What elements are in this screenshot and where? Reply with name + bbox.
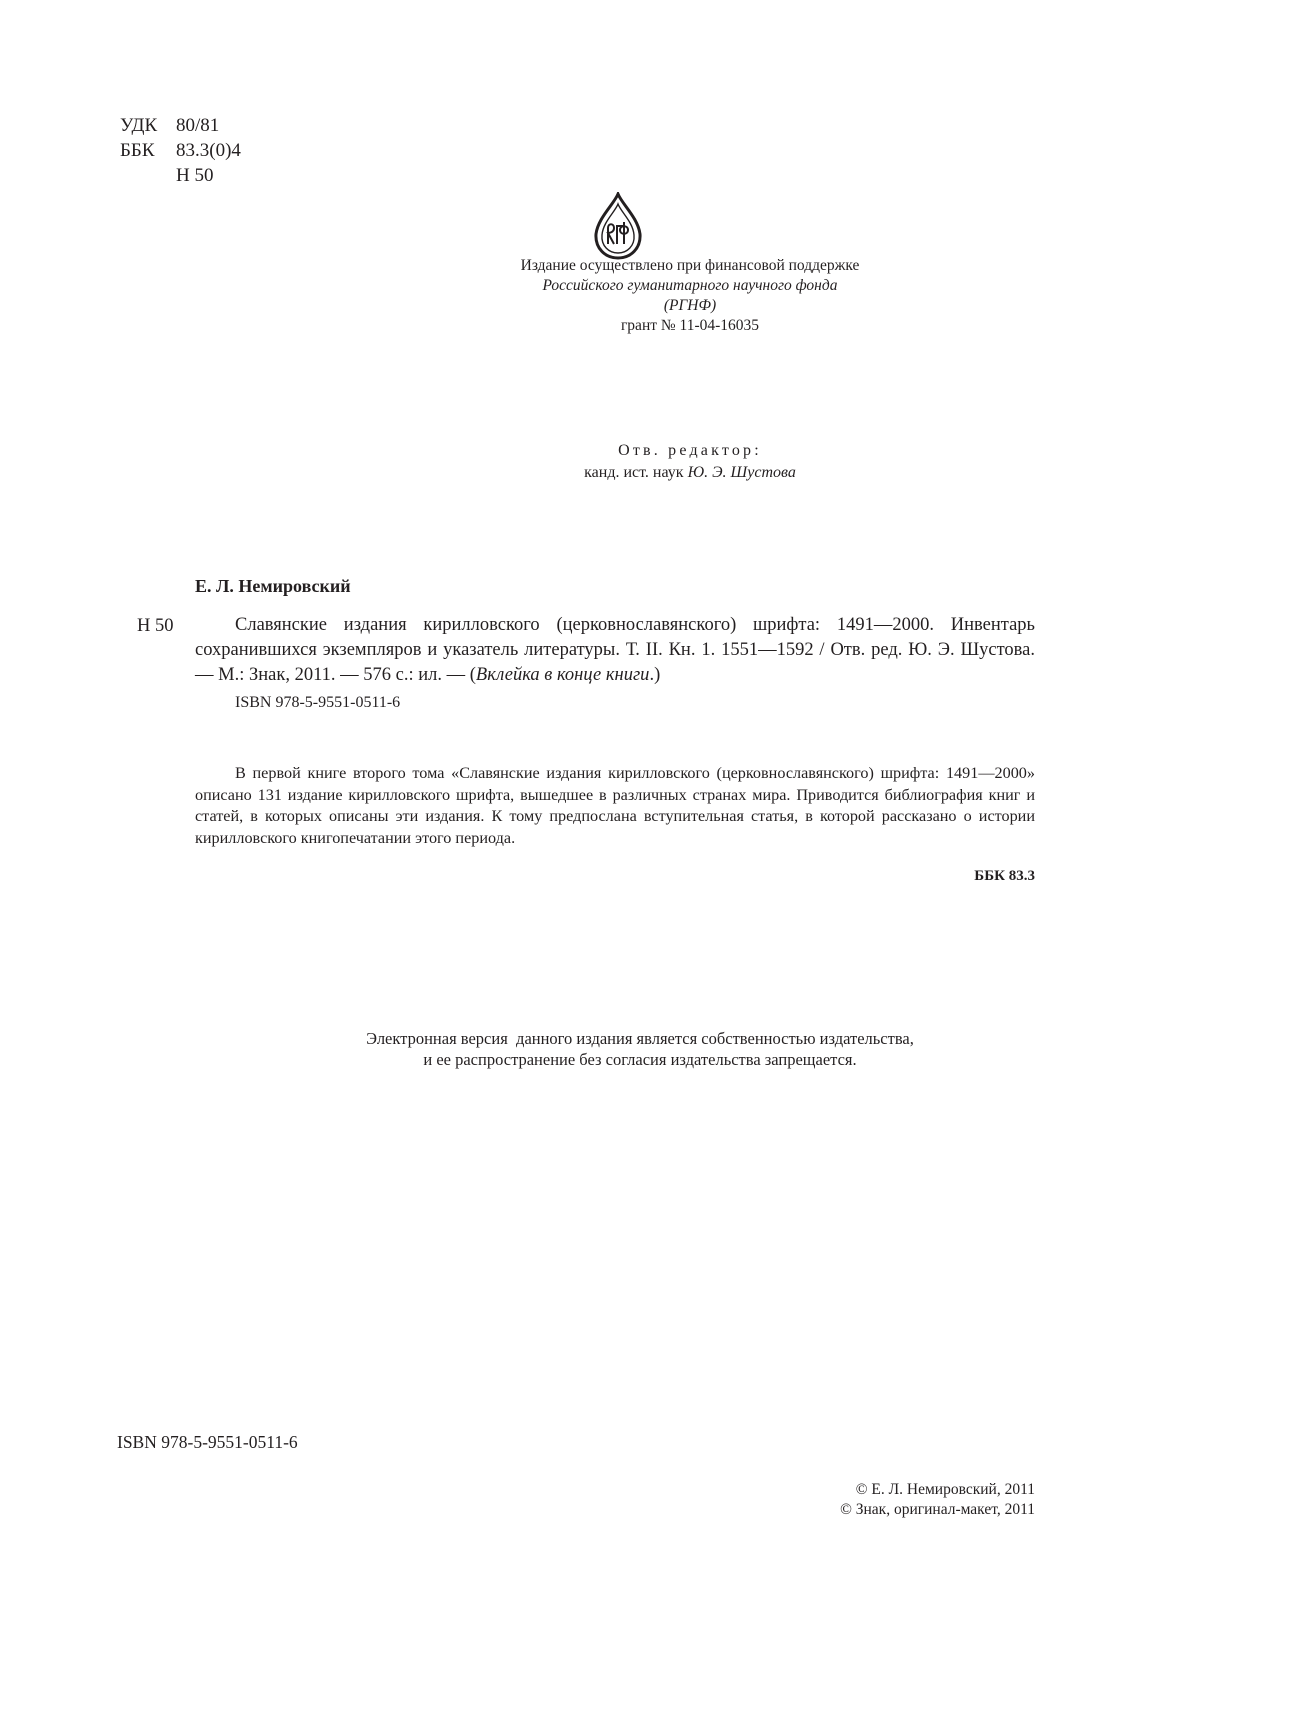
bbk-label: ББК [120, 140, 155, 161]
editor-line [330, 462, 1050, 484]
rgnf-flame-logo-icon [590, 192, 646, 260]
isbn-bottom: ISBN 978-5-9551-0511-6 [117, 1432, 298, 1452]
author-name: Е. Л. Немировский [195, 576, 351, 596]
catalog-isbn: ISBN 978-5-9551-0511-6 [235, 694, 401, 711]
editor-label: Отв. редактор: [618, 442, 762, 459]
copyright-block [760, 1480, 1035, 1520]
author-mark: Н 50 [176, 165, 214, 186]
copyright-author: © Е. Л. Немировский, 2011 [855, 1481, 1035, 1498]
bib-entry-text: Славянские издания кирилловского (церковнославянского) шрифта: 1491—2000. Инвентарь сохранившихся экземпляров и указатель литературы. Т. II. Кн. 1. 1551—1592 / Отв. ред. Ю. Э. Шустова. — М.: Знак, 2011. — 576 с.: ил. — ( [195, 615, 1035, 685]
udk-label: УДК [120, 115, 158, 136]
classification-block [120, 113, 241, 188]
bib-entry-end: .) [649, 665, 661, 685]
editor-name: Ю. Э. Шустова [687, 464, 796, 481]
bbk-row [120, 138, 241, 163]
bbk-short: ББК 83.3 [974, 868, 1035, 884]
notice-line-2: и ее распространение без согласия издательства запрещается. [423, 1050, 857, 1069]
funding-grant: грант № 11-04-16035 [620, 317, 760, 334]
editor-degree: канд. ист. наук [584, 464, 684, 481]
bibliographic-entry [195, 613, 1035, 688]
copyright-publisher: © Знак, оригинал-макет, 2011 [840, 1501, 1035, 1518]
bib-entry-italic: Вклейка в конце книги [475, 665, 650, 685]
annotation-text: В первой книге второго тома «Славянские издания кирилловского (церковнославянского) шрифта: 1491—2000» описано 131 издание кирилловского шрифта, вышедшее в различных странах мира. Приводится библиография книг и статей, в которых описаны эти издания. К тому предпослана вступительная статья, в которой рассказано о истории кирилловского книгопечатании этого периода. [195, 764, 1035, 847]
udk-row [120, 113, 241, 138]
editor-block [330, 440, 1050, 484]
bbk-value: 83.3(0)4 [176, 140, 241, 161]
udk-value: 80/81 [176, 115, 220, 136]
funding-note [330, 256, 1050, 336]
funding-abbrev: (РГНФ) [663, 297, 717, 314]
funding-foundation: Российского гуманитарного научного фонда [542, 277, 838, 294]
author-mark-row [120, 163, 241, 188]
copyright-notice [250, 1028, 1030, 1070]
notice-line-1: Электронная версия данного издания является собственностью издательства, [366, 1029, 914, 1048]
catalog-mark: Н 50 [137, 616, 174, 636]
funding-line-1: Издание осуществлено при финансовой поддержке [520, 257, 860, 274]
